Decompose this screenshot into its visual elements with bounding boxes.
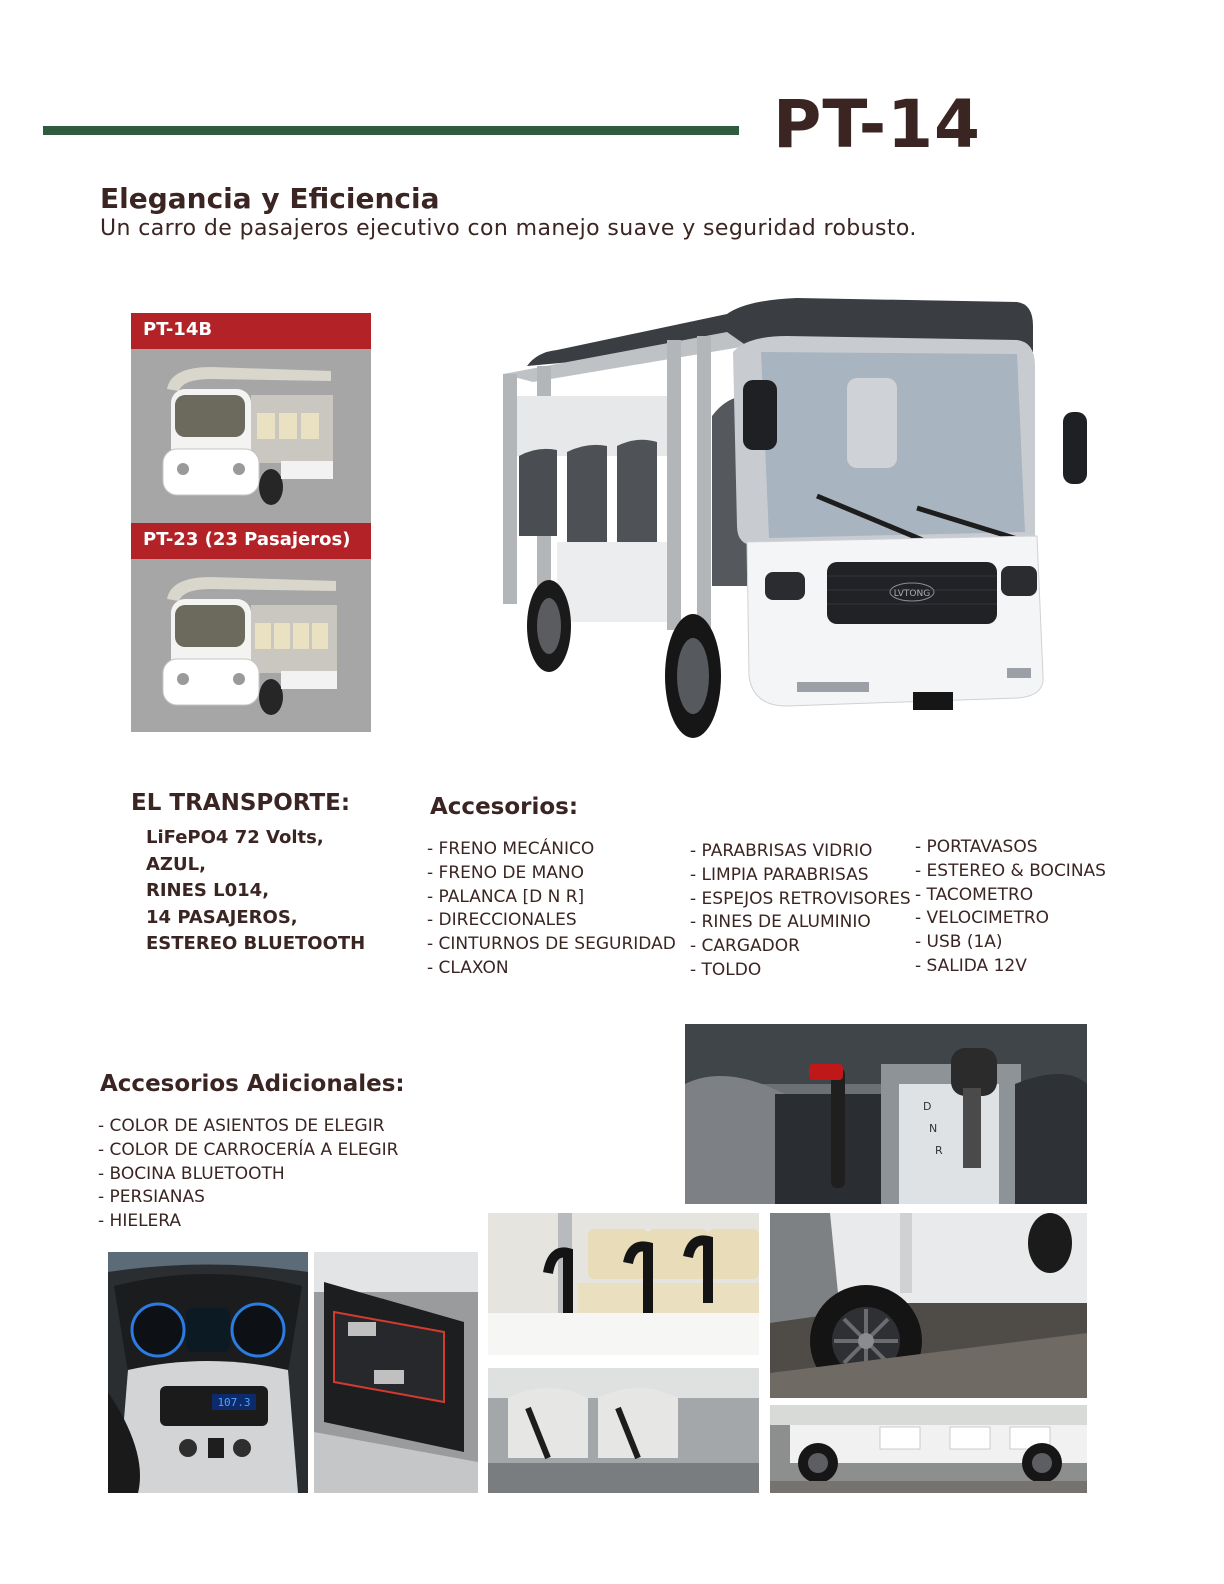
accessory-item: - CARGADOR: [690, 936, 800, 957]
spec-item: AZUL,: [146, 853, 206, 875]
side-view-photo: [770, 1405, 1087, 1493]
accessory-item: - SALIDA 12V: [915, 955, 1027, 976]
accessory-item: - ESTEREO & BOCINAS: [915, 860, 1106, 881]
accessories-column-2: [690, 840, 911, 983]
additional-item: - COLOR DE ASIENTOS DE ELEGIR: [98, 1116, 385, 1136]
wheel-photo: [770, 1213, 1087, 1398]
accessory-item: - FRENO MECÁNICO: [427, 839, 595, 859]
additional-item: - HIELERA: [98, 1211, 182, 1232]
spec-item: RINES L014,: [146, 880, 270, 901]
vehicle-thumbnail: [131, 349, 371, 523]
accessories-title: Accesorios:: [430, 794, 579, 820]
additional-item: - BOCINA BLUETOOTH: [98, 1163, 285, 1184]
accessory-item: - CINTURNOS DE SEGURIDAD: [427, 934, 676, 955]
accessory-item: - RINES DE ALUMINIO: [690, 912, 871, 933]
rear-seats-photo: [488, 1368, 759, 1493]
accessory-item: - VELOCIMETRO: [915, 908, 1050, 929]
variant-card-pt23: [131, 523, 371, 732]
accessory-item: - FRENO DE MANO: [427, 862, 585, 883]
accessory-item: - ESPEJOS RETROVISORES: [690, 888, 911, 909]
accessory-item: - CLAXON: [427, 957, 509, 978]
radio-display: 107.3: [217, 1396, 251, 1409]
accessory-item: - PALANCA [D N R]: [427, 886, 585, 907]
accessory-item: - PARABRISAS VIDRIO: [690, 841, 873, 861]
vehicle-thumbnail: [131, 559, 371, 733]
dashboard-photo: [108, 1252, 308, 1493]
hero-vehicle-image: [497, 296, 1092, 744]
model-title: PT-14: [773, 86, 981, 163]
subline: Un carro de pasajeros ejecutivo con manejo suave y seguridad robusto.: [100, 216, 917, 241]
header-rule: [43, 126, 739, 135]
accessory-item: - USB (1A): [915, 932, 1003, 953]
accessories-column-3: [915, 836, 1106, 979]
accessories-column-1: [427, 838, 676, 981]
shifter-photo: [685, 1024, 1087, 1204]
accessory-item: - PORTAVASOS: [915, 837, 1038, 857]
spec-item: 14 PASAJEROS,: [146, 906, 298, 928]
controller-photo: [314, 1252, 478, 1493]
additional-item: - PERSIANAS: [98, 1187, 205, 1208]
variant-card-pt14b: [131, 313, 371, 523]
variant-tag: PT-23 (23 Pasajeros): [131, 523, 371, 559]
transport-spec-list: [146, 825, 365, 958]
accessory-item: - DIRECCIONALES: [427, 910, 577, 931]
gear-letter-r: R: [935, 1144, 943, 1157]
gear-letter-d: D: [923, 1100, 932, 1113]
seats-photo: [488, 1213, 759, 1355]
spec-item: ESTEREO BLUETOOTH: [146, 933, 366, 954]
grille-badge: LVTONG: [893, 589, 931, 599]
spec-item: LiFePO4 72 Volts,: [146, 827, 324, 848]
accessory-item: - TOLDO: [690, 959, 762, 980]
headline: Elegancia y Eficiencia: [100, 182, 440, 215]
accessory-item: - TACOMETRO: [915, 884, 1034, 905]
accessory-item: - LIMPIA PARABRISAS: [690, 864, 869, 885]
additional-accessories-list: [98, 1115, 398, 1234]
transport-title: EL TRANSPORTE:: [131, 790, 351, 816]
additional-accessories-title: Accesorios Adicionales:: [100, 1071, 405, 1097]
variant-tag: PT-14B: [131, 313, 371, 349]
gear-letter-n: N: [929, 1122, 938, 1135]
additional-item: - COLOR DE CARROCERÍA A ELEGIR: [98, 1139, 399, 1160]
